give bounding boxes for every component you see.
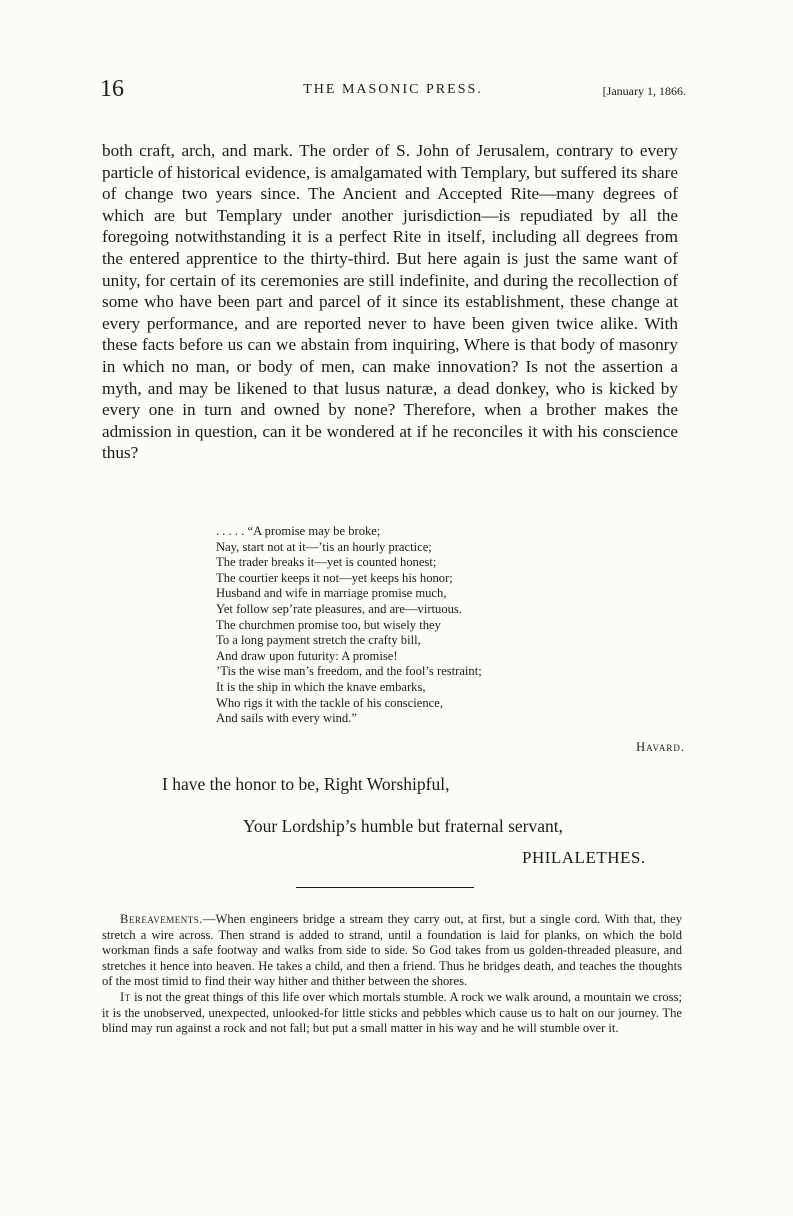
poem-line: And draw upon futurity: A promise! — [216, 648, 398, 663]
poem-line: It is the ship in which the knave embarks, — [216, 679, 426, 694]
poem-line: Husband and wife in marriage promise much, — [216, 586, 447, 601]
closing-valediction: Your Lordship’s humble but fraternal servant, — [243, 816, 563, 836]
poem-line: To a long payment stretch the crafty bill, — [216, 633, 421, 648]
poem-author: Havard. — [636, 740, 685, 754]
note-bereavements — [102, 912, 682, 990]
issue-date: [January 1, 1866. — [602, 84, 686, 98]
note-text: is not the great things of this life over which mortals stumble. A rock we walk around, a mountain we cross; it is the unobserved, unexpected, unlooked-for little sticks and pebbles which cause us to halt on our journey. The blind may run against a rock and not fall; but put a small matter in his way and he will stumble over it. — [102, 989, 682, 1036]
closing-salutation: I have the honor to be, Right Worshipful, — [162, 774, 450, 794]
note-lead-word: It — [120, 989, 131, 1004]
signature: PHILALETHES. — [522, 848, 646, 867]
poem-line: . . . . . “A promise may be broke; — [216, 524, 381, 538]
section-divider — [296, 887, 474, 888]
poem-line: Who rigs it with the tackle of his conscience, — [216, 695, 443, 710]
page-header — [100, 76, 686, 112]
poem-line: The trader breaks it—yet is counted honest; — [216, 555, 437, 570]
poem-line: And sails with every wind.” — [216, 711, 357, 726]
notes-section — [102, 912, 682, 1037]
note-stumbling — [102, 990, 682, 1037]
article-body: both craft, arch, and mark. The order of S. John of Jerusalem, contrary to every particle of historical evidence, is amalgamated with Templary, but suffered its share of change two years since. The Ancient and Accepted Rite—many degrees of which are but Templary under another jurisdiction—is repudiated by all the foregoing notwithstanding it is a perfect Rite in itself, including all degrees from the entered apprentice to the thirty-third. But here again is just the same want of unity, for certain of its ceremonies are still indefinite, and during the recollection of some who have been part and parcel of it since its establishment, these change at every performance, and are reported never to have been given twice alike. With these facts before us can we abstain from inquiring, Where is that body of masonry in which no man, or body of men, can make innovation? Is not the assertion a myth, and may be likened to that lusus naturæ, a dead donkey, who is kicked by every one in turn and owned by none? Therefore, when a brother makes the admission in question, can it be wondered at if he reconciles it with his conscience thus? — [102, 141, 678, 463]
poem-line: The courtier keeps it not—yet keeps his honor; — [216, 570, 453, 585]
note-text: —When engineers bridge a stream they carry out, at first, but a single cord. With that, they stretch a wire across. Then strand is added to strand, until a foundation is laid for planks, on which the bold workman finds a safe footway and walks from side to side. So God takes from us golden-threaded pleasure, and stretches it hence into heaven. He takes a child, and then a friend. Thus he bridges death, and teaches the thoughts of the most timid to find their way hither and thither between the shores. — [102, 912, 682, 989]
running-title: THE MASONIC PRESS. — [303, 82, 483, 97]
poem-line: Yet follow sep’rate pleasures, and are—virtuous. — [216, 601, 462, 616]
note-heading: Bereavements. — [120, 912, 203, 926]
poem-line: Nay, start not at it—’tis an hourly practice; — [216, 539, 432, 554]
poem-line: The churchmen promise too, but wisely they — [216, 617, 441, 632]
poem-quote — [216, 524, 684, 727]
page-number: 16 — [100, 76, 124, 102]
poem-line: ’Tis the wise man’s freedom, and the fool’s restraint; — [216, 664, 482, 679]
